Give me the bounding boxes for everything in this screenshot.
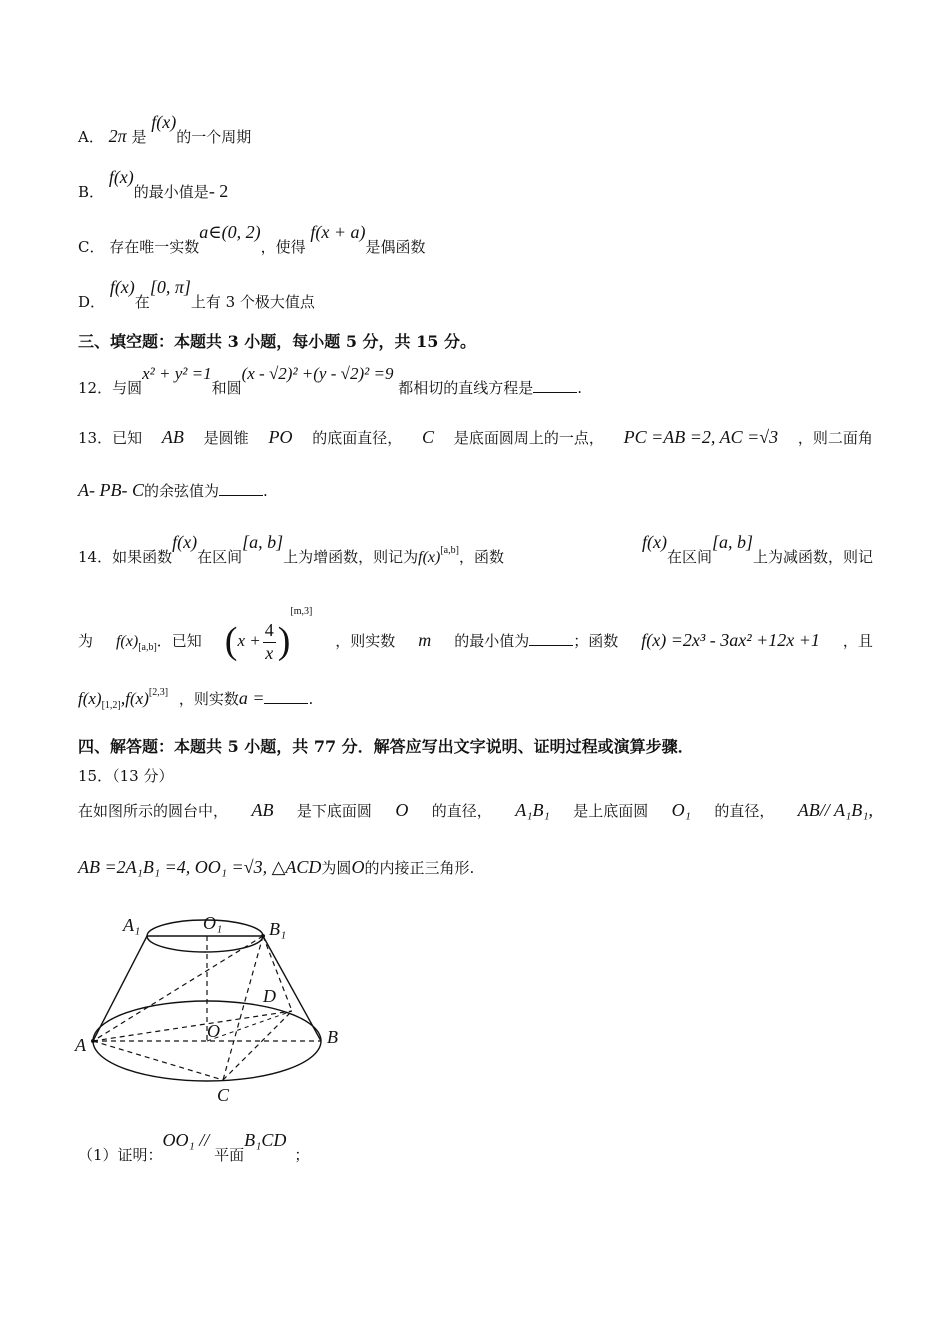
point-a: [91, 1039, 95, 1043]
q13-condition: PC =AB =2, AC =√3: [623, 427, 779, 447]
question-15-line-1: 在如图所示的圆台中， AB 是下底面圆 O 的直径， A₁B₁ 是上底面圆 O₁ 的直径， AB// A₁B₁,: [78, 800, 873, 820]
option-a: A． 2π 是 f(x)的一个周期: [78, 112, 252, 146]
question-13-line-2: A- PB- C的余弦值为 .: [78, 480, 268, 500]
question-15-number: 15．（13 分）: [78, 767, 174, 785]
option-d-math-f: f(x): [109, 277, 135, 297]
option-a-math-period: 2π: [108, 126, 127, 146]
label-d: D: [263, 986, 276, 1006]
section-4-heading: 四、解答题：本题共 5 小题，共 77 分．解答应写出文字说明、证明过程或演算步骤．: [78, 737, 694, 756]
q14-function-definition: f(x) =2x³ - 3ax² +12x +1: [641, 630, 820, 650]
option-b: B． f(x)的最小值是- 2: [78, 167, 229, 201]
segment-b1a: [93, 936, 263, 1041]
option-b-math-min: - 2: [208, 181, 229, 201]
label-b1: B₁: [269, 919, 287, 939]
question-14-line-3: $f(x)_{[1,2]},f(x)[2,3]$ ，则实数a = .: [78, 687, 314, 711]
label-b: B: [327, 1027, 338, 1047]
q12-circle-2: (x - √2)² +(y - √2)² =9: [241, 364, 394, 383]
option-c: C． 存在唯一实数a∈(0, 2)，使得 f(x + a)是偶函数: [78, 222, 426, 256]
section-3-heading: 三、填空题：本题共 3 小题，每小题 5 分，共 15 分。: [78, 332, 476, 351]
label-c: C: [217, 1085, 230, 1105]
answer-blank: [529, 633, 573, 646]
answer-blank: [264, 691, 308, 704]
question-15-line-2: AB =2A₁B₁ =4, OO₁ =√3, △ACD为圆O的内接正三角形.: [78, 857, 475, 877]
label-a: A: [75, 1035, 86, 1055]
question-14-line-2: 为 $f(x)_{[a,b]}$．已知 (x + $\frac{4}{x}$ )[m,3] ，则实数 m 的最小值为 ；函数 f(x) =2x³ - 3ax² +12x +1 ，且: [78, 606, 873, 665]
q14-fraction-expression: (x + $\frac{4}{x}$ )[m,3]: [224, 606, 313, 663]
label-o1: O₁: [203, 913, 223, 933]
segment-ac: [93, 1041, 223, 1080]
answer-blank: [219, 483, 263, 496]
label-o: O: [207, 1021, 220, 1041]
option-a-math-f: f(x): [151, 112, 177, 132]
slant-edge-a1a: [93, 936, 147, 1041]
question-14-line-1: 14．如果函数f(x)在区间[a, b]上为增函数，则记为f(x)[a,b]，函数 f(x)在区间[a, b]上为减函数，则记: [78, 532, 873, 566]
option-d-math-interval: [0, π]: [149, 277, 191, 297]
answer-blank: [533, 380, 577, 393]
question-13-line-1: 13．已知 AB 是圆锥 PO 的底面直径， C 是底面圆周上的一点， PC =AB =2, AC =√3 ，则二面角: [78, 427, 873, 447]
q13-dihedral-angle: A- PB- C: [78, 480, 144, 500]
option-b-math-f: f(x): [108, 167, 134, 187]
question-15-part-1: （1）证明：OO₁ // 平面B₁CD；: [78, 1130, 310, 1164]
q15-conditions: AB =2A₁B₁ =4, OO₁ =√3, △ACD: [78, 857, 322, 877]
label-a1: A₁: [123, 915, 141, 935]
q12-circle-1: x² + y² =1: [142, 364, 212, 383]
segment-ad: [93, 1011, 292, 1041]
option-c-math-a: a∈(0, 2): [199, 222, 261, 242]
question-12: 12．与圆x² + y² =1和圆(x - √2)² +(y - √2)² =9 都相切的直线方程是 .: [78, 364, 583, 397]
point-b1: [261, 934, 265, 938]
frustum-figure: [70, 905, 360, 1105]
option-c-math-f: f(x + a): [310, 222, 366, 242]
option-d: D． f(x)在[0, π]上有 3 个极大值点: [78, 277, 315, 311]
segment-cd: [223, 1011, 292, 1080]
